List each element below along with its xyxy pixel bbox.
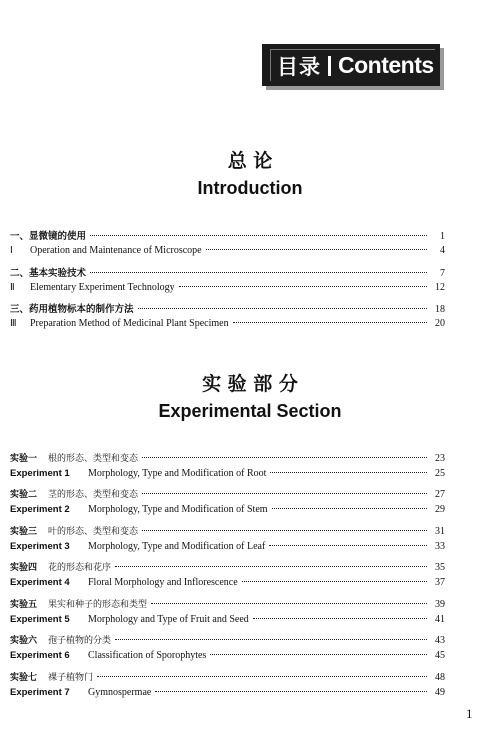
toc-entry-label: Ⅲ [10,319,17,329]
toc-page-number: 23 [435,453,445,464]
toc-page-number: 1 [440,231,445,242]
toc-entry-label: Experiment 3 [10,541,70,552]
toc-entry-label: 一、显微镜的使用 [10,231,87,242]
leader-dots [115,566,427,567]
toc-entry-label: Experiment 6 [10,650,70,661]
toc-entry[interactable] [10,670,445,684]
leader-dots [115,639,427,640]
toc-entry-title: Operation and Maintenance of Microscope [30,245,202,256]
toc-entry-label: Experiment 7 [10,687,70,698]
toc-entry-label: Ⅱ [10,283,15,293]
banner-divider [328,56,331,76]
toc-entry-title: 孢子植物的分类 [48,636,112,646]
toc-entry-title: Elementary Experiment Technology [30,282,175,293]
leader-dots [179,286,427,287]
toc-page-number: 27 [435,489,445,500]
toc-entry[interactable] [10,524,445,538]
leader-dots [242,581,427,582]
toc-page-number: 12 [435,282,445,293]
toc-entry-title: 根的形态、类型和变态 [48,454,139,464]
toc-entry[interactable] [10,318,445,332]
leader-dots [142,530,427,531]
leader-dots [233,322,427,323]
toc-entry[interactable] [10,265,445,279]
toc-entry-label: Experiment 2 [10,504,70,515]
toc-entry-title: 叶的形态、类型和变态 [48,527,139,537]
toc-entry[interactable] [10,541,445,555]
toc-page-number: 4 [440,245,445,256]
toc-entry[interactable] [10,282,445,296]
leader-dots [272,508,427,509]
toc-page-number: 48 [435,672,445,683]
contents-banner [262,44,440,86]
toc-page-number: 18 [435,304,445,315]
toc-entry-title: Morphology, Type and Modification of Leaf [88,541,266,552]
toc-entry-label: Experiment 4 [10,577,70,588]
toc-entry-label: Ⅰ [10,246,13,256]
toc-page-number: 35 [435,562,445,573]
toc-entry-title: Gymnospermae [88,687,152,698]
toc-entry-label: 实验三 [10,527,38,537]
toc-entry-title: 花的形态和花序 [48,563,112,573]
toc-entry[interactable] [10,504,445,518]
toc-entry-label: Experiment 5 [10,614,70,625]
toc-entry-label: 实验六 [10,636,38,646]
leader-dots [90,235,427,236]
banner-title-cn: 目录 [277,54,321,79]
toc-page-number: 31 [435,526,445,537]
experimental-heading-cn: 实 验 部 分 [202,373,298,395]
toc-entry-title: 果实和种子的形态和类型 [48,600,148,610]
leader-dots [90,272,427,273]
toc-entry-label: 实验五 [10,600,38,610]
toc-page-number: 45 [435,650,445,661]
toc-page-number: 29 [435,504,445,515]
toc-entry[interactable] [10,650,445,664]
leader-dots [155,691,427,692]
leader-dots [142,493,427,494]
intro-heading-cn: 总 论 [227,150,273,172]
toc-entry-title: Preparation Method of Medicinal Plant Specimen [30,318,229,329]
toc-entry[interactable] [10,633,445,647]
toc-page-number: 7 [440,268,445,279]
toc-entry-label: Experiment 1 [10,468,70,479]
toc-entry-title: 裸子植物门 [48,673,94,683]
leader-dots [210,654,427,655]
toc-entry[interactable] [10,597,445,611]
toc-entry-label: 实验七 [10,673,38,683]
banner-title-en: Contents [338,52,434,78]
toc-page-number: 49 [435,687,445,698]
leader-dots [269,545,427,546]
toc-entry[interactable] [10,577,445,591]
leader-dots [138,308,427,309]
toc-entry[interactable] [10,468,445,482]
toc-entry-title: Morphology, Type and Modification of Root [88,468,267,479]
toc-page-number: 41 [435,614,445,625]
toc-entry-title: Classification of Sporophytes [88,650,207,661]
toc-entry-label: 实验二 [10,490,38,500]
toc-entry-label: 实验四 [10,563,38,573]
leader-dots [142,457,427,458]
toc-entry-label: 实验一 [10,454,38,464]
toc-entry-title: 茎的形态、类型和变态 [48,490,139,500]
toc-entry-title: Morphology, Type and Modification of Stem [88,504,268,515]
toc-entry-label: 二、基本实验技术 [10,268,87,279]
toc-entry-label: 三、药用植物标本的制作方法 [10,304,134,315]
toc-entry[interactable] [10,687,445,701]
leader-dots [206,249,427,250]
toc-page-number: 43 [435,635,445,646]
leader-dots [253,618,427,619]
leader-dots [151,603,427,604]
toc-entry[interactable] [10,560,445,574]
toc-page-number: 25 [435,468,445,479]
toc-entry-title: Floral Morphology and Inflorescence [88,577,238,588]
page-number: 1 [466,706,473,721]
toc-entry[interactable] [10,245,445,259]
toc-page-number: 39 [435,599,445,610]
leader-dots [270,472,427,473]
toc-entry[interactable] [10,451,445,465]
intro-heading-en: Introduction [197,178,303,198]
toc-page-number: 37 [435,577,445,588]
leader-dots [97,676,427,677]
toc-entry[interactable] [10,487,445,501]
toc-entry-title: Morphology and Type of Fruit and Seed [88,614,249,625]
toc-entry[interactable] [10,614,445,628]
toc-page-number: 33 [435,541,445,552]
toc-page-number: 20 [435,318,445,329]
toc-entry[interactable] [10,301,445,315]
experimental-heading-en: Experimental Section [158,401,342,421]
toc-entry[interactable] [10,228,445,242]
